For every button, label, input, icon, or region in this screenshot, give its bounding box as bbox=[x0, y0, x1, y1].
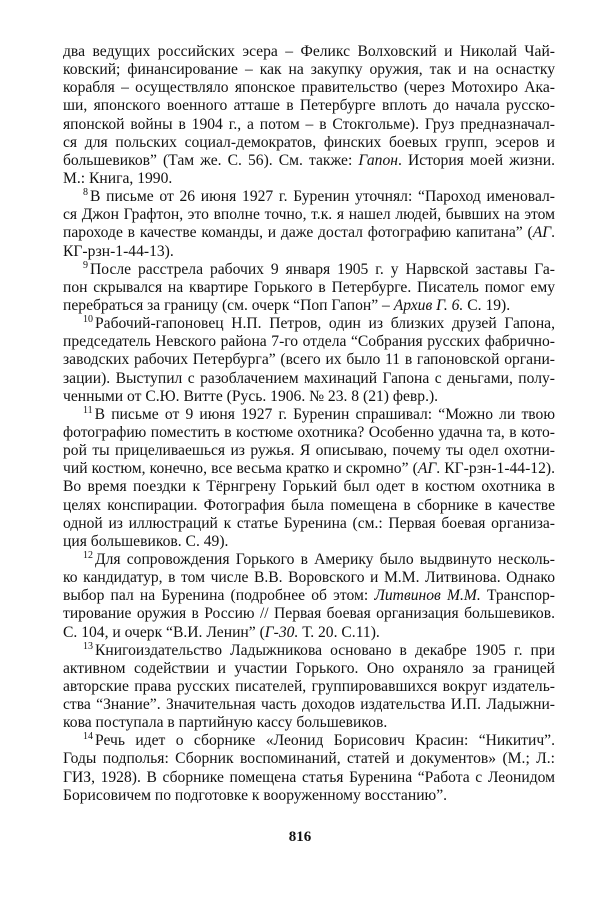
text-segment: два ведущих российских эсера – Феликс Волховский и Николай Чай- bbox=[63, 43, 555, 60]
text-line bbox=[63, 243, 555, 261]
italic-citation: АГ bbox=[417, 460, 437, 478]
text-line bbox=[63, 515, 555, 533]
footnote-number: 11 bbox=[83, 404, 93, 416]
footnote-9 bbox=[63, 261, 555, 315]
text-line bbox=[63, 79, 555, 97]
text-line bbox=[63, 406, 555, 424]
text-line bbox=[63, 351, 555, 369]
page-number: 816 bbox=[288, 829, 312, 845]
footnote-number: 12 bbox=[83, 549, 93, 561]
italic-citation: Архив Г. 6. bbox=[393, 296, 464, 314]
text-line bbox=[63, 750, 555, 768]
italic-citation: Гапон bbox=[358, 151, 398, 169]
text-line bbox=[63, 460, 555, 478]
text-line bbox=[63, 787, 555, 805]
footnote-12 bbox=[63, 551, 555, 642]
text-line bbox=[63, 660, 555, 678]
text-segment: Борисовичем по подготовке к вооруженному восстанию”. bbox=[63, 786, 448, 804]
text-line bbox=[63, 769, 555, 787]
text-line bbox=[63, 642, 555, 660]
footnote-number: 14 bbox=[83, 731, 93, 743]
text-segment: перебраться за границу (см. очерк “Поп Гапон” – bbox=[63, 296, 394, 314]
text-segment: Т. 20. С.11). bbox=[298, 623, 380, 641]
text-line bbox=[63, 497, 555, 515]
text-segment: Для сопровождения Горького в Америку было выдвинуто несколь- bbox=[95, 550, 555, 568]
text-line bbox=[63, 134, 555, 152]
text-segment: С. 19). bbox=[463, 296, 511, 314]
text-line bbox=[63, 315, 555, 333]
text-segment: председатель Невского района 7-го отдела “Собрания русских фабрично- bbox=[63, 333, 555, 351]
text-segment: кова поступала в партийную кассу большевиков. bbox=[63, 714, 388, 732]
text-segment: активном содействии и участии Горького. Оно охраняло за границей bbox=[63, 659, 555, 677]
text-segment: Речь идет о сборнике «Леонид Борисович Красин: “Никитич”. bbox=[95, 732, 555, 750]
text-line bbox=[63, 678, 555, 696]
text-line bbox=[63, 442, 555, 460]
text-segment: чий костюм, конечно, все весьма кратко и скромно” ( bbox=[63, 460, 418, 478]
footnote-14 bbox=[63, 732, 555, 805]
document-body bbox=[63, 43, 555, 805]
footnote-number: 8 bbox=[83, 187, 88, 199]
text-line bbox=[63, 424, 555, 442]
text-line bbox=[63, 116, 555, 134]
text-line bbox=[63, 188, 555, 206]
text-line bbox=[63, 624, 555, 642]
text-segment: КГ-рзн-1-44-13). bbox=[63, 242, 174, 260]
italic-citation: Г-30. bbox=[264, 623, 299, 641]
text-line bbox=[63, 261, 555, 279]
text-line bbox=[63, 333, 555, 351]
text-segment: ко кандидатур, в том числе В.В. Воровского и М.М. Литвинова. Однако bbox=[63, 569, 555, 587]
text-line bbox=[63, 206, 555, 224]
text-segment: авторские права русских писателей, группировавшихся вокруг издатель- bbox=[63, 677, 555, 695]
text-segment: ченными от С.Ю. Витте (Русь. 1906. № 23. 8 (21) февр.). bbox=[63, 387, 439, 405]
text-line bbox=[63, 714, 555, 732]
text-segment: пон скрывался на квартире Горького в Петербурге. Писатель помог ему bbox=[63, 278, 555, 296]
text-line bbox=[63, 370, 555, 388]
text-line bbox=[63, 551, 555, 569]
text-segment: Книгоиздательство Ладыжникова основано в декабре 1905 г. при bbox=[95, 641, 555, 659]
text-segment: После расстрела рабочих 9 января 1905 г. у Нарвской заставы Га- bbox=[90, 260, 555, 278]
footnote-10 bbox=[63, 315, 555, 406]
footnote-number: 9 bbox=[83, 259, 88, 271]
text-segment: фотографию поместить в костюме охотника? Особенно удачна та, в кото- bbox=[63, 423, 555, 441]
text-segment: В письме от 9 июня 1927 г. Буренин спрашивал: “Можно ли твою bbox=[94, 405, 555, 423]
footnote-11 bbox=[63, 406, 555, 551]
text-segment: ся для польских социал-демократов, финских боевых групп, эсеров и bbox=[63, 133, 555, 151]
text-segment: ция большевиков. С. 49). bbox=[63, 532, 229, 550]
text-segment: пароходе в качестве команды, и даже достал фотографию капитана” ( bbox=[63, 224, 533, 242]
text-line bbox=[63, 587, 555, 605]
text-line bbox=[63, 696, 555, 714]
text-segment: ши, японского военного атташе в Петербурге вплоть до начала русско- bbox=[63, 97, 555, 115]
text-line bbox=[63, 43, 555, 61]
text-segment: . История моей жизни. bbox=[397, 151, 555, 169]
text-segment: . КГ-рзн-1-44-12). bbox=[436, 460, 555, 478]
text-segment: зации). Выступил с разоблачением махинаций Гапона с деньгами, полу- bbox=[63, 369, 555, 387]
text-segment: большевиков” (Там же. С. 56). См. также: bbox=[63, 151, 359, 169]
text-line bbox=[63, 170, 555, 188]
text-segment: целях конспирации. Фотография была помещена в сборнике в качестве bbox=[63, 496, 555, 514]
text-segment: ства “Знание”. Значительная часть доходов издательства И.П. Ладыжни- bbox=[63, 696, 555, 714]
text-segment: заводских рабочих Петербурга” (всего их было 11 в гапоновской органи- bbox=[63, 351, 555, 369]
text-line bbox=[63, 533, 555, 551]
text-line bbox=[63, 152, 555, 170]
text-line bbox=[63, 569, 555, 587]
text-line bbox=[63, 388, 555, 406]
text-segment: ся Джон Графтон, это вполне точно, т.к. я нашел людей, бывших на этом bbox=[63, 206, 555, 224]
text-segment: М.: Книга, 1990. bbox=[63, 169, 173, 187]
text-segment: одной из иллюстраций к статье Буренина (см.: Первая боевая организа- bbox=[63, 514, 555, 532]
text-segment: ГИЗ, 1928). В сборнике помещена статья Буренина “Работа с Леонидом bbox=[63, 768, 555, 786]
text-segment: тирование оружия в Россию // Первая боевая организация большевиков. bbox=[63, 605, 555, 623]
text-line bbox=[63, 61, 555, 79]
text-segment: выбор пал на Буренина (подробнее об этом: bbox=[63, 587, 375, 605]
footnote-number: 10 bbox=[83, 314, 93, 326]
text-line bbox=[63, 97, 555, 115]
text-segment: Во время поездки к Тёрнгрену Горький был одет в костюм охотника в bbox=[63, 478, 555, 496]
text-line bbox=[63, 297, 555, 315]
text-line bbox=[63, 732, 555, 750]
text-segment: . bbox=[551, 224, 555, 242]
italic-citation: АГ bbox=[532, 224, 552, 242]
text-segment: В письме от 26 июня 1927 г. Буренин уточнял: “Пароход именовал- bbox=[90, 188, 555, 206]
text-line bbox=[63, 279, 555, 297]
text-segment: рой ты прицеливаешься из ружья. Я описываю, почему ты одел охотни- bbox=[63, 442, 555, 460]
text-segment: корабля – осуществляло японское правительство (через Мотохиро Ака- bbox=[63, 79, 555, 97]
text-line bbox=[63, 224, 555, 242]
footnote-8 bbox=[63, 188, 555, 261]
text-segment: ковский; финансирование – как на закупку оружия, так и на оснастку bbox=[63, 61, 555, 79]
text-line bbox=[63, 605, 555, 623]
text-segment: С. 104, и очерк “В.И. Ленин” ( bbox=[63, 623, 265, 641]
text-segment: Годы подполья: Сборник воспоминаний, статей и документов» (М.; Л.: bbox=[63, 750, 555, 768]
text-segment: японской войны в 1904 г., а потом – в Стокгольме). Груз предназначал- bbox=[63, 115, 555, 133]
footnote-number: 13 bbox=[83, 640, 93, 652]
italic-citation: Литвинов М.М. bbox=[374, 587, 481, 605]
footnote-13 bbox=[63, 642, 555, 733]
continued-paragraph bbox=[63, 43, 555, 188]
text-segment: Рабочий-гапоновец Н.П. Петров, один из близких друзей Гапона, bbox=[95, 315, 555, 333]
text-line bbox=[63, 478, 555, 496]
text-segment: Транспор- bbox=[480, 587, 555, 605]
